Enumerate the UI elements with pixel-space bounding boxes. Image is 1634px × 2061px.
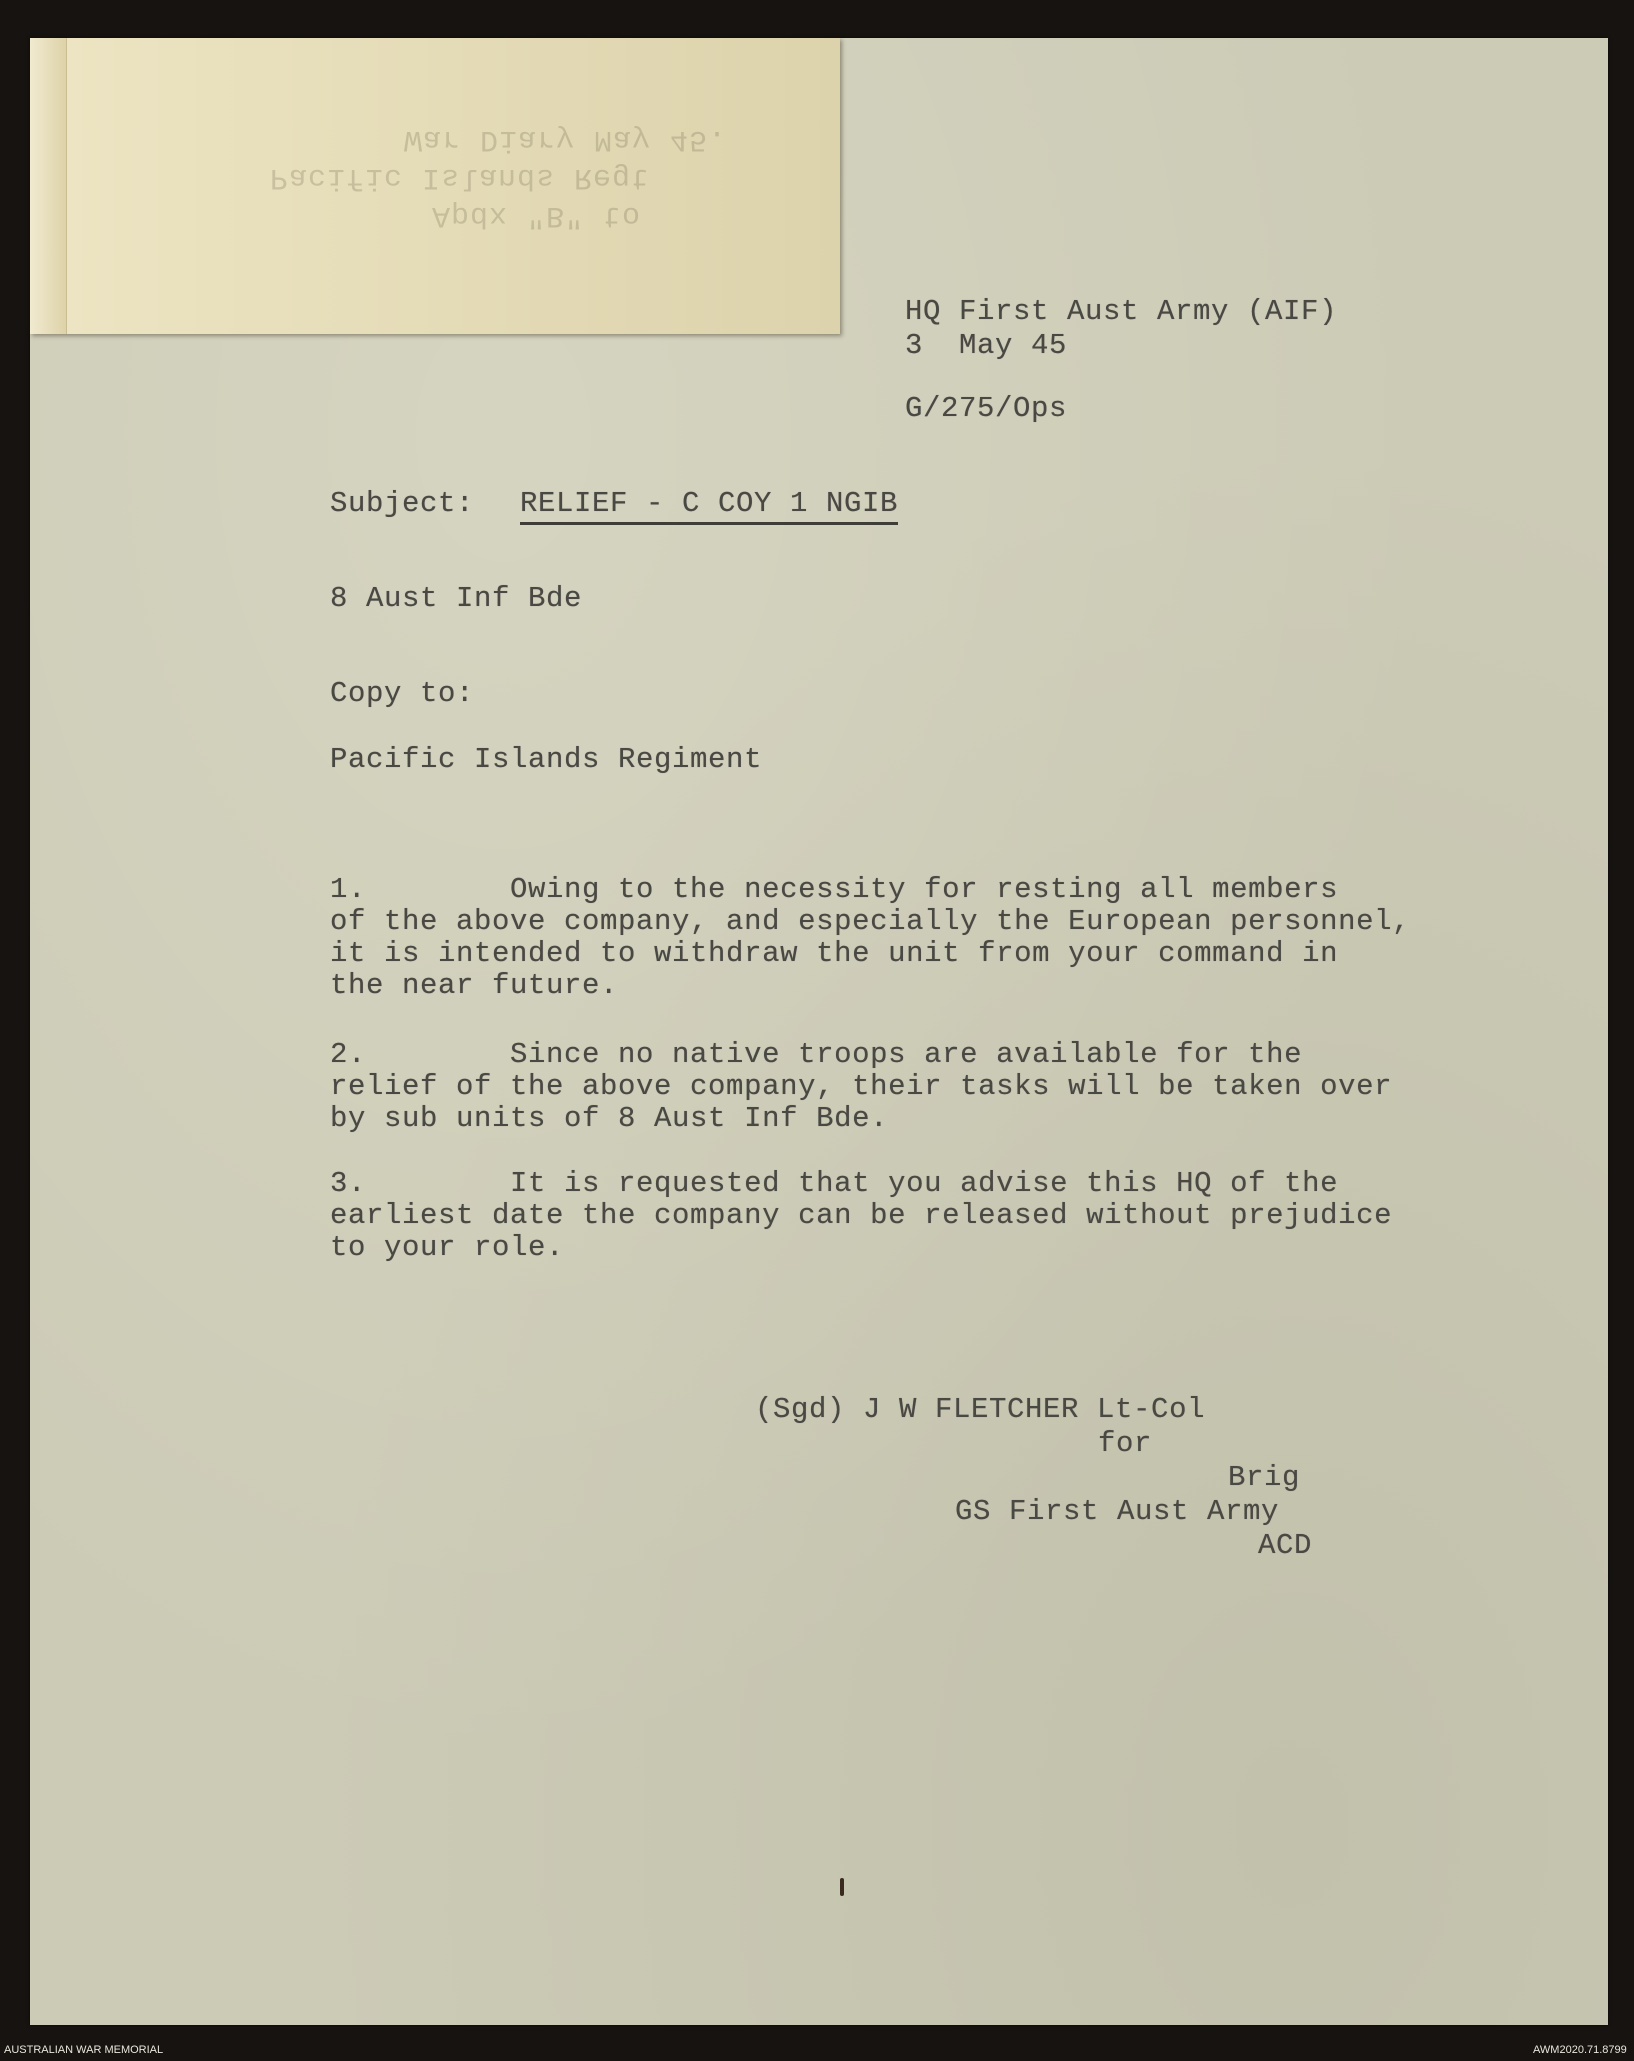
paragraph-line: to your role. [330,1231,565,1264]
header-date: 3 May 45 [905,329,1068,362]
footer-accession-number: AWM2020.71.8799 [1533,2044,1627,2056]
signature-signed: (Sgd) J W FLETCHER Lt-Col [755,1393,1206,1426]
subject-label: Subject: [330,487,475,520]
ink-mark [840,1878,844,1896]
signature-initials: ACD [1258,1529,1313,1562]
paragraph-line: 3. It is requested that you advise this HQ of the [330,1167,1339,1200]
paragraph-line: it is intended to withdraw the unit from your command in [330,937,1339,970]
footer-institution: AUSTRALIAN WAR MEMORIAL [4,2044,164,2056]
paragraph-line: relief of the above company, their tasks will be taken over [330,1070,1393,1103]
paragraph-1 [330,874,1530,1002]
subject-value: RELIEF - C COY 1 NGIB [520,488,898,525]
paragraph-3 [330,1168,1530,1264]
header-hq: HQ First Aust Army (AIF) [905,295,1338,328]
slip-show-through-line: Apdx "B" to [432,198,642,232]
copy-to-label: Copy to: [330,677,475,710]
document-page [30,38,1608,2025]
slip-show-through-line: Pacific Islands Regt [270,160,651,194]
attached-paper-slip [30,38,840,334]
signature-rank: Brig [1228,1461,1301,1494]
slip-fold-edge [30,38,67,334]
slip-show-through-line: War Diary May 45. [404,122,728,156]
copy-to-recipient: Pacific Islands Regiment [330,743,763,776]
paragraph-line: 1. Owing to the necessity for resting all members [330,873,1339,906]
paragraph-line: by sub units of 8 Aust Inf Bde. [330,1102,889,1135]
paragraph-line: of the above company, and especially the European personnel, [330,905,1411,938]
paragraph-line: 2. Since no native troops are available for the [330,1038,1303,1071]
paragraph-line: the near future. [330,969,619,1002]
header-reference: G/275/Ops [905,392,1068,425]
addressee: 8 Aust Inf Bde [330,582,583,615]
signature-appointment: GS First Aust Army [955,1495,1280,1528]
paragraph-2 [330,1039,1530,1135]
paragraph-line: earliest date the company can be released without prejudice [330,1199,1393,1232]
signature-for: for [1098,1427,1153,1460]
